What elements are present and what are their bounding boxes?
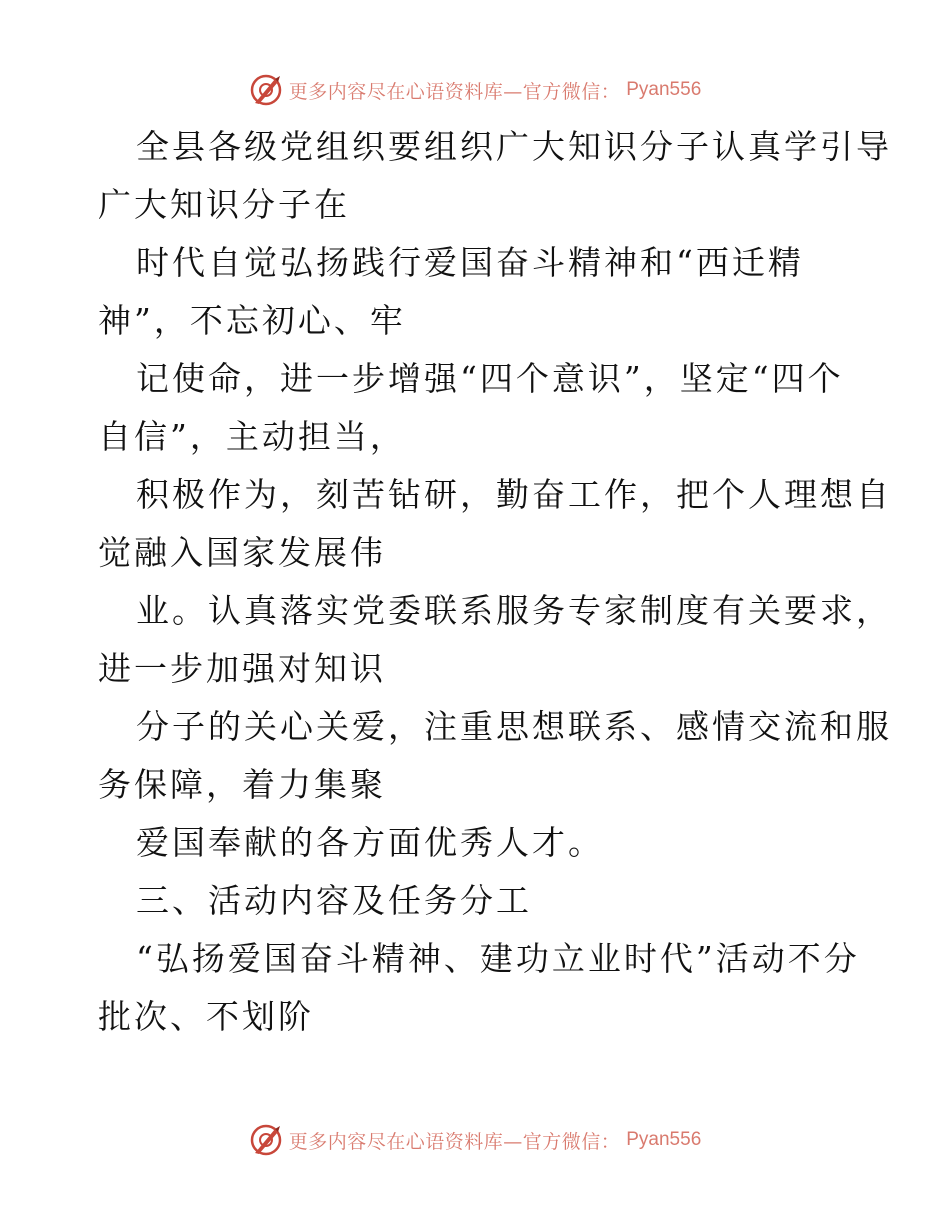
text-line: 爱国奉献的各方面优秀人才。 bbox=[136, 823, 604, 862]
watermark-id: Pyan556 bbox=[626, 1129, 702, 1150]
text-line: 全县各级党组织要组织广大知识分子认真学引导 bbox=[136, 127, 892, 166]
text-line: 务保障，着力集聚 bbox=[98, 765, 386, 804]
text-line: 三、活动内容及任务分工 bbox=[136, 881, 532, 920]
quill-logo-icon bbox=[249, 1123, 283, 1157]
text-line: 自信”，主动担当， bbox=[98, 417, 406, 456]
text-line: 积极作为，刻苦钻研，勤奋工作，把个人理想自 bbox=[136, 475, 892, 514]
document-body bbox=[98, 118, 892, 1046]
footer-watermark bbox=[0, 1120, 950, 1160]
text-line: 进一步加强对知识 bbox=[98, 649, 386, 688]
text-line: 广大知识分子在 bbox=[98, 185, 350, 224]
watermark-id: Pyan556 bbox=[626, 79, 702, 100]
quill-logo-icon bbox=[249, 73, 283, 107]
text-line: 时代自觉弘扬践行爱国奋斗精神和“西迁精 bbox=[136, 243, 804, 282]
watermark-text: 更多内容尽在心语资料库—官方微信： bbox=[288, 80, 621, 103]
text-line: 批次、不划阶 bbox=[98, 997, 314, 1036]
header-watermark bbox=[0, 70, 950, 110]
text-line: 神”，不忘初心、牢 bbox=[98, 301, 406, 340]
text-line: 业。认真落实党委联系服务专家制度有关要求， bbox=[136, 591, 892, 630]
text-line: 觉融入国家发展伟 bbox=[98, 533, 386, 572]
text-line: 记使命，进一步增强“四个意识”，坚定“四个 bbox=[136, 359, 844, 398]
text-line: 分子的关心关爱，注重思想联系、感情交流和服 bbox=[136, 707, 892, 746]
text-line: “弘扬爱国奋斗精神、建功立业时代”活动不分 bbox=[136, 939, 860, 978]
watermark-text: 更多内容尽在心语资料库—官方微信： bbox=[288, 1130, 621, 1153]
